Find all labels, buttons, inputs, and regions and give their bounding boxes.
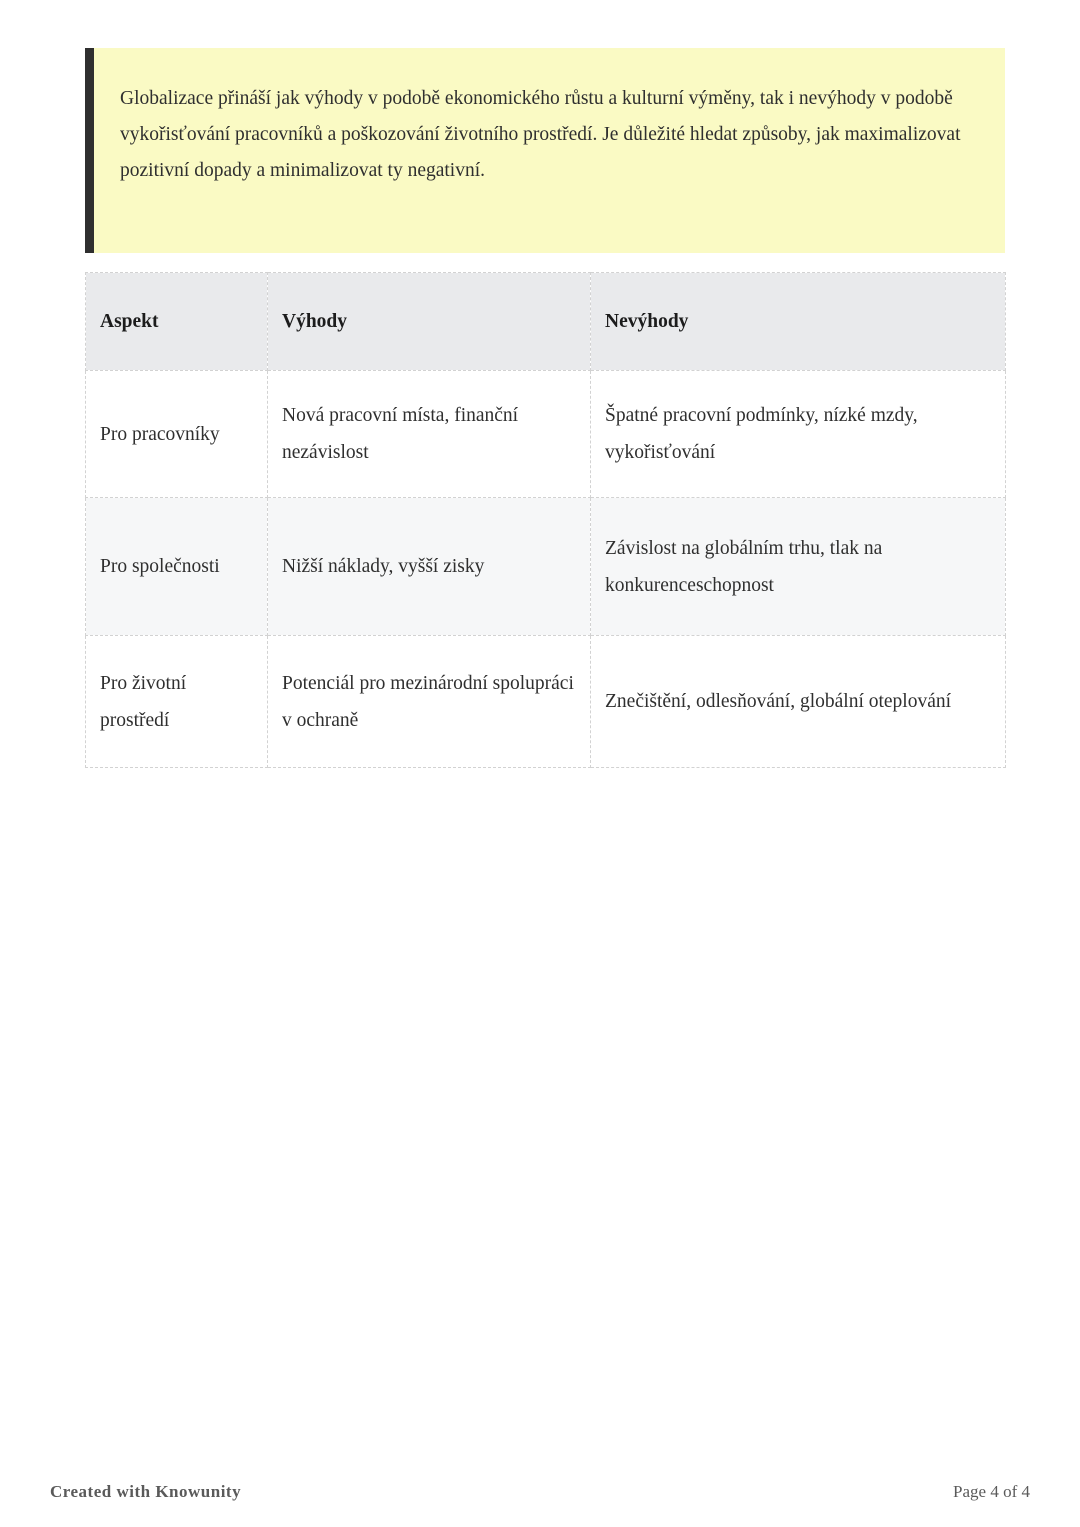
column-header-vyhody: Výhody [268, 273, 591, 371]
page-footer [50, 1482, 1030, 1502]
comparison-table [85, 272, 1006, 768]
page-number: Page 4 of 4 [953, 1482, 1030, 1501]
table-row [86, 371, 1006, 498]
cell-cons: Špatné pracovní podmínky, nízké mzdy, vykořisťování [591, 371, 1006, 498]
cell-aspect: Pro společnosti [86, 498, 268, 636]
column-header-aspekt: Aspekt [86, 273, 268, 371]
table-header-row [86, 273, 1006, 371]
cell-pros: Potenciál pro mezinárodní spolupráci v ochraně [268, 636, 591, 768]
cell-cons: Znečištění, odlesňování, globální oteplování [591, 636, 1006, 768]
table-row [86, 636, 1006, 768]
table-row [86, 498, 1006, 636]
highlight-callout [85, 48, 1005, 253]
footer-branding: Created with Knowunity [50, 1482, 242, 1501]
cell-pros: Nižší náklady, vyšší zisky [268, 498, 591, 636]
cell-aspect: Pro pracovníky [86, 371, 268, 498]
cell-cons: Závislost na globálním trhu, tlak na konkurenceschopnost [591, 498, 1006, 636]
cell-aspect: Pro životní prostředí [86, 636, 268, 768]
column-header-nevyhody: Nevýhody [591, 273, 1006, 371]
cell-pros: Nová pracovní místa, finanční nezávislost [268, 371, 591, 498]
callout-text: Globalizace přináší jak výhody v podobě ekonomického růstu a kulturní výměny, tak i nevýhody v podobě vykořisťování pracovníků a poškozování životního prostředí. Je důležité hledat způsoby, jak maximalizovat pozitivní dopady a minimalizovat ty negativní. [120, 88, 961, 181]
